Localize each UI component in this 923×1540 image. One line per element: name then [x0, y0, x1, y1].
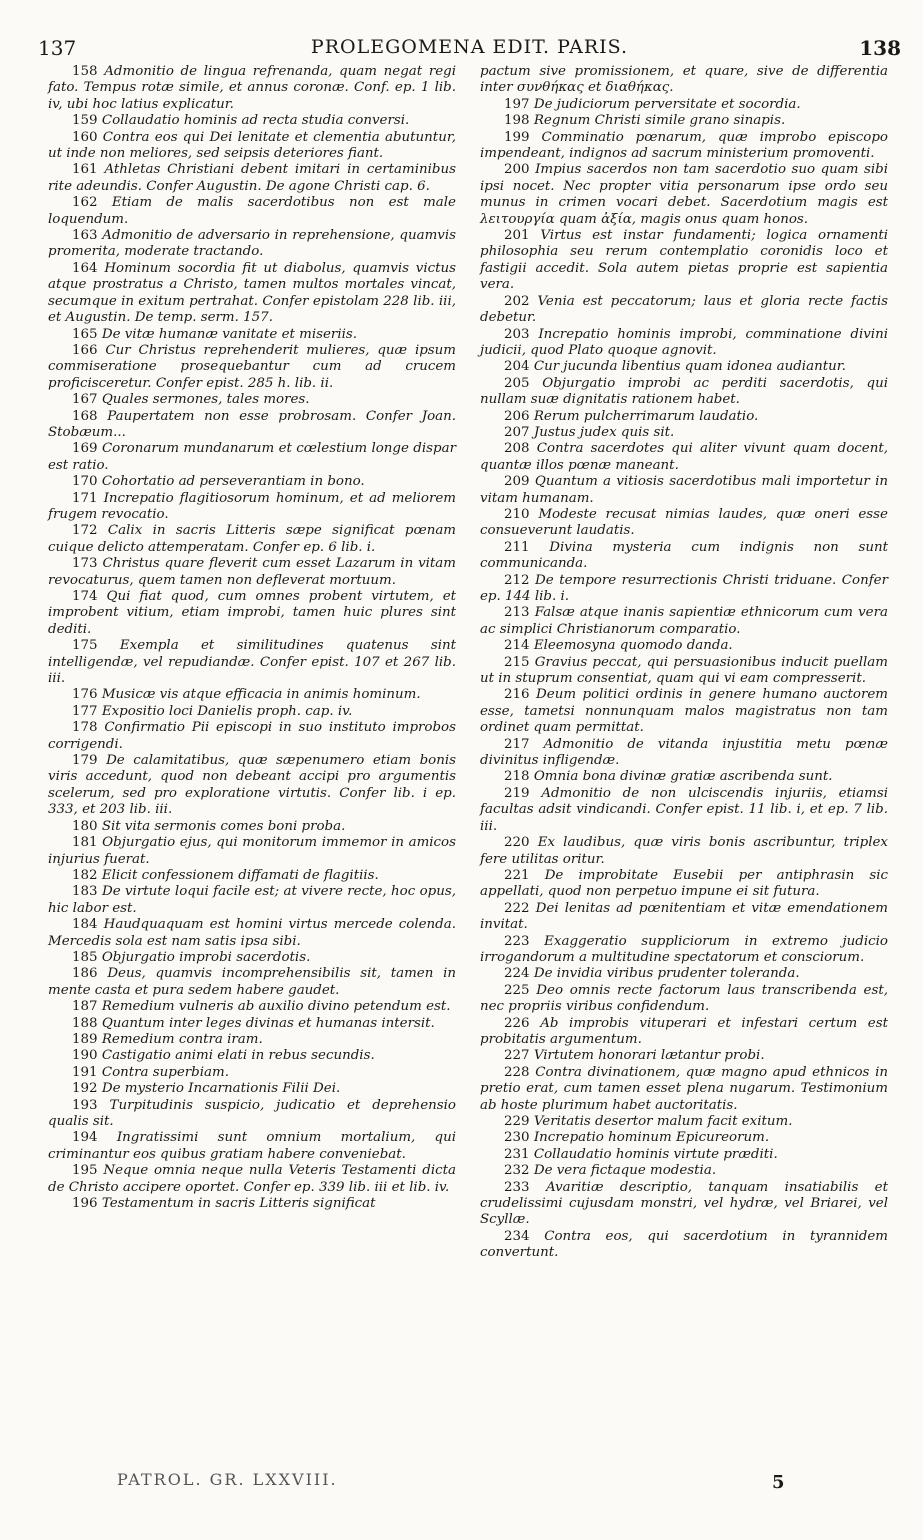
entry-text: Contra sacerdotes qui aliter vivunt quam docent, quantæ illos pœnæ maneant.: [480, 441, 888, 473]
index-entry: [48, 523, 456, 556]
entry-number: 230: [504, 1130, 530, 1146]
entry-text: pactum sive promissionem, et quare, sive de differentia inter συνθήκας et διαθήκας.: [480, 64, 888, 96]
entry-number: 176: [72, 687, 98, 703]
entry-text: Remedium contra iram.: [101, 1031, 263, 1047]
entry-number: 178: [72, 720, 98, 736]
index-entry: [480, 97, 888, 113]
entry-number: 195: [72, 1163, 98, 1179]
index-entry: [480, 966, 888, 982]
index-entry: [48, 704, 456, 720]
entry-number: 179: [72, 753, 98, 769]
entry-text: Admonitio de adversario in reprehensione, quamvis promerita, moderate tractando.: [48, 228, 456, 260]
entry-number: 198: [504, 113, 530, 129]
entry-number: 211: [504, 539, 530, 555]
entry-text: De improbitate Eusebii per antiphrasin sic appellati, quod non perpetuo impune ei sit futura.: [480, 867, 888, 900]
entry-text: Admonitio de non ulciscendis injuriis, etiamsi facultas adsit vindicandi. Confer epist. 11 lib. i, et ep. 7 lib. iii.: [480, 785, 888, 834]
index-entry: [48, 228, 456, 261]
index-entry: [480, 359, 888, 375]
entry-number: 228: [504, 1064, 530, 1080]
entry-text: Christus quare fleverit cum esset Lazarum in vitam revocaturus, quem tamen non defleverat mortuum.: [48, 556, 456, 588]
entry-text: Contra superbiam.: [101, 1064, 229, 1080]
entry-text: Remedium vulneris ab auxilio divino petendum est.: [101, 999, 451, 1015]
entry-text: Turpitudinis suspicio, judicatio et deprehensio qualis sit.: [48, 1097, 456, 1129]
entry-number: 207: [504, 424, 530, 440]
entry-number: 213: [504, 605, 530, 621]
index-entry: [48, 195, 456, 228]
entry-text: Elicit confessionem diffamati de flagitiis.: [101, 867, 379, 883]
entry-number: 166: [72, 342, 98, 358]
entry-number: 188: [72, 1015, 98, 1031]
right-column: [480, 64, 888, 1262]
index-entry: [480, 327, 888, 360]
entry-text: Hominum socordia fit ut diabolus, quamvis victus atque prostratus a Christo, tamen multos mortales vincat, secumque in exitum pertrahat. Confer epistolam 228 lib. iii, et Augustin. De temp. serm. 157.: [48, 260, 456, 326]
entry-number: 180: [72, 818, 98, 834]
index-entry: [480, 868, 888, 901]
entry-text: Virtutem honorari lætantur probi.: [533, 1048, 765, 1064]
entry-number: 220: [504, 835, 530, 851]
index-entry: [48, 1098, 456, 1131]
index-entry: [48, 884, 456, 917]
entry-number: 163: [72, 228, 98, 244]
entry-text: Avaritiæ descriptio, tanquam insatiabilis et crudelissimi cujusdam monstri, vel hydræ, vel Briarei, vel Scyllæ.: [480, 1179, 888, 1228]
entry-text: Deus, quamvis incomprehensibilis sit, tamen in mente casta et pura sedem habere gaudet.: [48, 966, 456, 998]
entry-number: 194: [72, 1130, 98, 1146]
entry-number: 183: [72, 884, 98, 900]
entry-text: Exempla et similitudines quatenus sint intelligendæ, vel repudiandæ. Confer epist. 107 et 267 lib. iii.: [48, 638, 456, 687]
entry-text: De tempore resurrectionis Christi triduane. Confer ep. 144 lib. i.: [480, 572, 888, 604]
index-entry: [480, 1048, 888, 1064]
entry-number: 206: [504, 408, 530, 424]
entry-number: 217: [504, 736, 530, 752]
entry-text: Qui fiat quod, cum omnes probent virtutem, et improbent vitium, etiam improbi, tamen huic plures sint dediti.: [48, 589, 456, 637]
index-entry: [48, 966, 456, 999]
index-entry: [48, 327, 456, 343]
entry-number: 168: [72, 408, 98, 424]
index-entry: [48, 441, 456, 474]
entry-number: 223: [504, 933, 530, 949]
entry-number: 224: [504, 966, 530, 982]
entry-number: 199: [504, 129, 530, 145]
index-entry: [48, 999, 456, 1015]
index-entry: [480, 441, 888, 474]
index-entry: [480, 113, 888, 129]
entry-number: 210: [504, 506, 530, 522]
entry-number: 209: [504, 474, 530, 490]
entry-number: 214: [504, 638, 530, 654]
entry-text: De vitæ humanæ vanitate et miseriis.: [101, 326, 358, 342]
index-entry: [48, 819, 456, 835]
entry-text: Calix in sacris Litteris sæpe significat pœnam cuique delicto attemperatam. Confer ep. 6 lib. i.: [48, 523, 456, 555]
entry-number: 219: [504, 785, 530, 801]
entry-text: Etiam de malis sacerdotibus non est male loquendum.: [48, 195, 456, 227]
index-entry: [48, 638, 456, 687]
index-entry: [48, 64, 456, 113]
index-entry: [480, 1229, 888, 1262]
entry-text: Cur Christus reprehenderit mulieres, quæ ipsum commiseratione prosequebantur cum ad crucem proficisceretur. Confer epist. 285 h. lib. ii.: [48, 342, 456, 391]
entry-text: De mysterio Incarnationis Filii Dei.: [101, 1081, 341, 1097]
entry-number: 229: [504, 1114, 530, 1129]
entry-text: Coronarum mundanarum et cœlestium longe dispar est ratio.: [48, 441, 456, 473]
index-entry: [480, 130, 888, 163]
entry-number: 160: [72, 129, 98, 145]
entry-text: Falsæ atque inanis sapientiæ ethnicorum cum vera ac simplici Christianorum comparatio.: [480, 605, 888, 637]
index-entry: [48, 835, 456, 868]
entry-number: 190: [72, 1048, 98, 1064]
entry-text: Deo omnis recte factorum laus transcribenda est, nec propriis viribus confidendum.: [480, 982, 888, 1015]
entry-number: 202: [504, 293, 530, 309]
entry-text: Virtus est instar fundamenti; logica ornamenti philosophia seu rerum contemplatio coronidis loco et fastigii accedit. Sola autem pietas proprie est sapientia vera.: [480, 228, 888, 293]
left-column: [48, 64, 456, 1212]
index-entry: [480, 983, 888, 1016]
index-entry: [48, 113, 456, 129]
entry-text: Exaggeratio suppliciorum in extremo judicio irrogandorum a multitudine spectatorum et consciorum.: [480, 933, 888, 965]
entry-text: Castigatio animi elati in rebus secundis.: [101, 1048, 375, 1064]
entry-number: 205: [504, 375, 530, 391]
entry-number: 226: [504, 1015, 530, 1031]
entry-text: Collaudatio hominis virtute præditi.: [533, 1146, 778, 1162]
entry-number: 165: [72, 326, 98, 342]
index-entry: [480, 835, 888, 868]
index-entry: [48, 392, 456, 408]
entry-number: 182: [72, 867, 98, 883]
index-entry: [48, 1130, 456, 1163]
entry-number: 200: [504, 162, 530, 178]
entry-number: 181: [72, 835, 98, 851]
index-entry: [480, 540, 888, 573]
entry-number: 193: [72, 1097, 98, 1113]
entry-text: Venia est peccatorum; laus et gloria recte factis debetur.: [480, 293, 888, 326]
entry-text: Regnum Christi simile grano sinapis.: [533, 113, 786, 129]
entry-number: 212: [504, 572, 530, 588]
entry-text: Cur jucunda libentius quam idonea audiantur.: [533, 359, 846, 375]
entry-number: 171: [72, 490, 98, 506]
sheet-number: 5: [772, 1472, 785, 1493]
entry-number: 173: [72, 556, 98, 572]
page-number-right: 138: [859, 36, 901, 60]
entry-text: Impius sacerdos non tam sacerdotio suo quam sibi ipsi nocet. Nec propter vitia personarum ipse ordo seu munus in crimen vocari debet. Sacerdotium magis est λειτουργία quam ἀξία, magis onus quam honos.: [480, 162, 888, 227]
entry-number: 204: [504, 359, 530, 375]
index-entry: [480, 228, 888, 294]
index-entry: [480, 474, 888, 507]
entry-number: 232: [504, 1163, 530, 1179]
index-entry: [480, 507, 888, 540]
entry-number: 215: [504, 654, 530, 670]
index-entry: [480, 64, 888, 97]
index-entry: [48, 687, 456, 703]
index-entry: [480, 769, 888, 785]
index-entry: [480, 376, 888, 409]
index-entry: [48, 261, 456, 327]
entry-number: 191: [72, 1064, 98, 1080]
entry-text: Ingratissimi sunt omnium mortalium, qui criminantur eos quibus gratiam habere conveniebat.: [48, 1130, 457, 1162]
entry-text: Increpatio flagitiosorum hominum, et ad meliorem frugem revocatio.: [48, 490, 456, 522]
index-entry: [48, 950, 456, 966]
entry-text: Objurgatio improbi sacerdotis.: [101, 949, 311, 965]
entry-number: 227: [504, 1048, 530, 1064]
entry-text: Expositio loci Danielis proph. cap. iv.: [101, 703, 353, 719]
entry-text: De judiciorum perversitate et socordia.: [533, 96, 801, 112]
entry-number: 222: [504, 900, 530, 916]
index-entry: [48, 1065, 456, 1081]
entry-text: Neque omnia neque nulla Veteris Testamenti dicta de Christo accipere oportet. Confer ep. 339 lib. iii et lib. iv.: [48, 1163, 456, 1195]
entry-text: Objurgatio ejus, qui monitorum immemor in amicos injurius fuerat.: [48, 835, 456, 867]
entry-text: Admonitio de lingua refrenanda, quam negat regi fato. Tempus rotæ simile, et annus coronæ. Conf. ep. 1 lib. iv, ubi hoc latius explicatur.: [48, 64, 456, 112]
entry-number: 197: [504, 96, 530, 112]
entry-text: Justus judex quis sit.: [533, 424, 675, 440]
entry-number: 203: [504, 326, 530, 342]
index-entry: [480, 162, 888, 228]
entry-text: De calamitatibus, quæ sæpenumero etiam bonis viris accedunt, quod non debeant accipi pro argumentis scelerum, sed pro exploratione virtutis. Confer lib. i ep. 333, et 203 lib. iii.: [48, 753, 456, 818]
entry-number: 192: [72, 1081, 98, 1097]
entry-number: 208: [504, 441, 530, 457]
entry-number: 231: [504, 1146, 530, 1162]
index-entry: [48, 589, 456, 638]
index-entry: [480, 934, 888, 967]
entry-text: Divina mysteria cum indignis non sunt communicanda.: [480, 539, 888, 572]
index-entry: [48, 1032, 456, 1048]
index-entry: [480, 605, 888, 638]
index-entry: [480, 901, 888, 934]
index-entry: [480, 1180, 888, 1229]
entry-text: Deum politici ordinis in genere humano auctorem esse, tametsi nonnunquam malos magistratus non tam ordinet quam permittat.: [480, 687, 888, 736]
entry-text: De vera fictaque modestia.: [533, 1163, 717, 1179]
entry-number: 174: [72, 589, 98, 604]
index-entry: [480, 409, 888, 425]
entry-text: Quantum a vitiosis sacerdotibus mali importetur in vitam humanam.: [480, 474, 888, 506]
index-entry: [480, 294, 888, 327]
index-entry: [480, 425, 888, 441]
entry-text: Ex laudibus, quæ viris bonis ascribuntur, triplex fere utilitas oritur.: [480, 835, 888, 867]
index-entry: [48, 1081, 456, 1097]
entry-number: 164: [72, 260, 98, 276]
entry-number: 216: [504, 687, 530, 703]
index-entry: [48, 491, 456, 524]
index-entry: [480, 1016, 888, 1049]
index-entry: [48, 753, 456, 819]
entry-number: 234: [504, 1228, 530, 1244]
entry-text: Dei lenitas ad pœnitentiam et vitæ emendationem invitat.: [480, 900, 888, 933]
entry-text: Haudquaquam est homini virtus mercede colenda. Mercedis sola est nam satis ipsa sibi.: [48, 917, 456, 949]
entry-text: Quantum inter leges divinas et humanas intersit.: [101, 1015, 435, 1031]
entry-text: Paupertatem non esse probrosam. Confer Joan. Stobæum...: [48, 408, 456, 440]
entry-number: 185: [72, 949, 98, 965]
entry-text: Quales sermones, tales mores.: [101, 392, 310, 408]
index-entry: [48, 1048, 456, 1064]
entry-number: 233: [504, 1179, 530, 1195]
index-entry: [480, 573, 888, 606]
index-entry: [480, 786, 888, 835]
index-entry: [48, 474, 456, 490]
entry-number: 201: [504, 228, 530, 244]
index-entry: [480, 1163, 888, 1179]
index-entry: [480, 1065, 888, 1114]
entry-text: Comminatio pœnarum, quæ improbo episcopo impendeant, indignos ad sacrum ministerium promoventi.: [480, 129, 888, 162]
index-entry: [48, 1016, 456, 1032]
entry-text: Omnia bona divinæ gratiæ ascribenda sunt.: [533, 769, 833, 785]
entry-text: Athletas Christiani debent imitari in certaminibus rite adeundis. Confer Augustin. De agone Christi cap. 6.: [48, 162, 456, 194]
index-entry: [48, 130, 456, 163]
signature-mark: PATROL. GR. LXXVIII.: [117, 1470, 338, 1489]
entry-number: 189: [72, 1031, 98, 1047]
entry-number: 218: [504, 769, 530, 785]
entry-text: Increpatio hominum Epicureorum.: [533, 1130, 770, 1146]
entry-text: Increpatio hominis improbi, comminatione divini judicii, quod Plato quoque agnovit.: [480, 326, 888, 358]
entry-text: Confirmatio Pii episcopi in suo instituto improbos corrigendi.: [48, 720, 456, 752]
entry-number: 162: [72, 195, 98, 211]
index-entry: [480, 655, 888, 688]
entry-text: Contra eos, qui sacerdotium in tyrannidem convertunt.: [480, 1228, 888, 1261]
index-entry: [480, 737, 888, 770]
entry-number: 172: [72, 523, 98, 539]
entry-number: 186: [72, 966, 98, 982]
entry-number: 175: [72, 638, 98, 654]
index-entry: [480, 687, 888, 736]
index-entry: [48, 1163, 456, 1196]
entry-number: 159: [72, 113, 98, 129]
entry-number: 177: [72, 703, 98, 719]
index-entry: [48, 868, 456, 884]
entry-text: Sit vita sermonis comes boni proba.: [101, 818, 346, 834]
index-entry: [480, 638, 888, 654]
index-entry: [48, 409, 456, 442]
index-entry: [48, 556, 456, 589]
entry-number: 187: [72, 999, 98, 1015]
page-header: [38, 36, 901, 60]
entry-number: 170: [72, 474, 98, 490]
index-entry: [48, 917, 456, 950]
entry-text: Contra divinationem, quæ magno apud ethnicos in pretio erat, cum tamen esset plena nugarum. Testimonium ab hoste plurimum habet auctoritatis.: [480, 1064, 888, 1113]
entry-number: 221: [504, 867, 530, 883]
index-entry: [480, 1147, 888, 1163]
entry-text: Contra eos qui Dei lenitate et clementia abutuntur, ut inde non meliores, sed seipsis deteriores fiant.: [48, 129, 456, 162]
entry-text: Gravius peccat, qui persuasionibus inducit puellam ut in stuprum consentiat, quam qui vi eam compresserit.: [480, 654, 888, 687]
index-entry: [48, 720, 456, 753]
entry-text: Veritatis desertor malum facit exitum.: [533, 1114, 793, 1129]
page-number-left: 137: [38, 36, 77, 60]
entry-text: Ab improbis vituperari et infestari certum est probitatis argumentum.: [480, 1015, 888, 1047]
entry-text: Modeste recusat nimias laudes, quæ oneri esse consueverunt laudatis.: [480, 506, 888, 539]
entry-number: 158: [72, 64, 98, 79]
index-entry: [480, 1130, 888, 1146]
entry-text: Rerum pulcherrimarum laudatio.: [533, 408, 759, 424]
entry-text: Testamentum in sacris Litteris significat: [101, 1196, 376, 1212]
entry-number: 225: [504, 982, 530, 998]
entry-number: 184: [72, 917, 98, 933]
entry-text: De invidia viribus prudenter toleranda.: [533, 966, 800, 982]
entry-text: De virtute loqui facile est; at vivere recte, hoc opus, hic labor est.: [48, 884, 456, 916]
entry-number: 161: [72, 162, 98, 178]
entry-text: Collaudatio hominis ad recta studia conversi.: [101, 113, 410, 129]
entry-text: Eleemosyna quomodo danda.: [533, 638, 733, 654]
index-entry: [480, 1114, 888, 1130]
entry-text: Cohortatio ad perseverantiam in bono.: [101, 474, 365, 490]
index-entry: [48, 1196, 456, 1212]
entry-number: 167: [72, 392, 98, 408]
entry-text: Musicæ vis atque efficacia in animis hominum.: [101, 687, 421, 703]
entry-number: 169: [72, 441, 98, 457]
entry-text: Admonitio de vitanda injustitia metu pœnæ divinitus infligendæ.: [480, 736, 888, 769]
entry-text: Objurgatio improbi ac perditi sacerdotis, qui nullam suæ dignitatis rationem habet.: [480, 375, 888, 408]
index-entry: [48, 343, 456, 392]
entry-number: 196: [72, 1196, 98, 1212]
index-entry: [48, 162, 456, 195]
running-title: PROLEGOMENA EDIT. PARIS.: [310, 36, 629, 58]
